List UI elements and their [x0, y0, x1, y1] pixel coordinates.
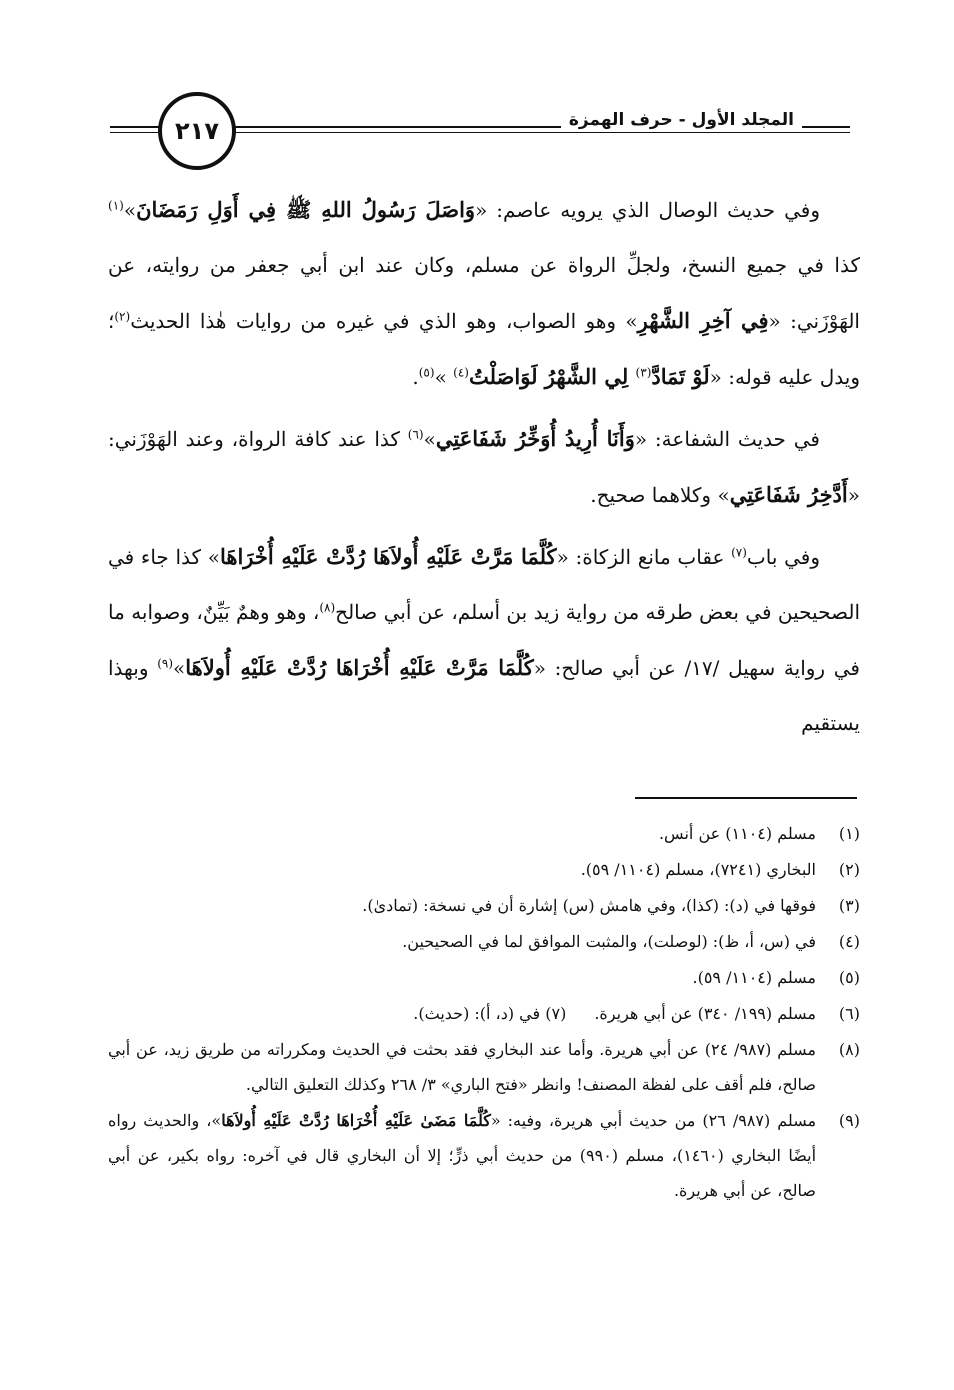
footnote-text	[108, 1032, 816, 1102]
page-number-badge	[158, 92, 236, 170]
footnote-number: (٢)	[838, 860, 860, 879]
paragraph	[108, 182, 860, 405]
footnote-marker: (٣)	[635, 365, 652, 380]
main-text	[108, 182, 860, 751]
text-run: مسلم (١١٠٤/ ٥٩).	[692, 968, 816, 987]
footnote-marker: (٥)	[418, 365, 435, 380]
text-run: وبهذا يستقيم	[108, 656, 860, 735]
footnote-number: (٩)	[838, 1111, 860, 1130]
hadith-quote: أَدَّخِرُ شَفَاعَتِي	[729, 482, 848, 507]
page-number: ٢١٧	[175, 117, 219, 145]
footnote-marker: (٩)	[157, 656, 174, 671]
footnote-item	[108, 888, 860, 924]
footnote-marker: (٧)	[731, 545, 747, 560]
text-run: مسلم (٩٨٧/ ٢٤) عن أبي هريرة. وأما عند البخاري فقد بحثت في الحديث ومكرراته من طريق زيد، عن أبي صالح، فلم أقف على لفظة المصنف! وانظر «فتح الباري» ٣/ ٢٦٨ وكذلك التعليق التالي.	[108, 1040, 817, 1094]
footnote-number: (٣)	[838, 896, 860, 915]
footnote-text	[108, 960, 816, 995]
text-run: »	[423, 427, 436, 451]
footnote-number: (٤)	[838, 932, 860, 951]
footnote-marker: (٨)	[319, 600, 336, 615]
hadith-quote: وَاصَلَ رَسُولُ اللهِ ﷺ فِي أَوَلِ رَمَضَانَ	[136, 197, 476, 222]
text-run: في حديث الشفاعة: «	[634, 427, 820, 451]
hadith-quote: وَأَنَا أُرِيدُ أُوَخِّرُ شَفَاعَتِي	[435, 426, 635, 451]
footnote-number: (٧)	[545, 1004, 567, 1023]
text-run: ، وهو وهمٌ بَيِّنٌ، وصوابه ما في رواية سهيل /١٧/ عن أبي صالح: «	[108, 600, 860, 680]
paragraph	[108, 529, 860, 751]
footnote-text	[108, 924, 816, 959]
text-run: » وكلاهما صحيح.	[590, 483, 730, 507]
hadith-quote: لَوْ تَمَادَّ	[651, 364, 710, 389]
footnote-marker: (٤)	[453, 365, 469, 380]
hadith-quote: لِي الشَّهْرُ لَوَاصَلْتُ	[468, 364, 636, 389]
footnote-marker: (٦)	[407, 427, 424, 442]
text-run: ؛ ويدل عليه قوله: «	[108, 309, 860, 389]
footnote-marker: (١)	[108, 198, 124, 213]
footnotes	[108, 816, 860, 1209]
text-run: كذا عند كافة الرواة، وعند الهَوْزَني: «	[108, 427, 860, 507]
footnote-text	[108, 816, 816, 851]
text-run: مسلم (١٩٩/ ٣٤٠) عن أبي هريرة.	[594, 1004, 816, 1023]
footnote-marker: (٢)	[114, 309, 131, 324]
text-run: »	[434, 365, 454, 389]
footnote-text	[108, 888, 816, 923]
footnote-number: (١)	[838, 824, 860, 843]
hadith-quote: كُلَّمَا مَرَّتْ عَلَيْهِ أُخْرَاهَا رُدَّتْ عَلَيْهِ أُولاَهَا	[185, 655, 534, 680]
text-run: مسلم (١١٠٤) عن أنس.	[658, 824, 816, 843]
text-run: البخاري (٧٢٤١)، مسلم (١١٠٤/ ٥٩).	[580, 860, 816, 879]
text-run: » وهو الصواب، وهو الذي في غيره من روايات هٰذا الحديث	[130, 309, 638, 333]
footnote-item	[108, 996, 860, 1032]
footnote-number: (٥)	[838, 968, 860, 987]
footnote-item	[108, 1103, 860, 1209]
text-run: »، والحديث رواه أيضًا البخاري (١٤٦٠)، مسلم (٩٩٠) من حديث أبي ذرٍّ؛ إلا أن البخاري قال في آخره: رواه بكير، عن أبي صالح، عن أبي هريرة.	[108, 1111, 817, 1200]
hadith-quote: كُلَّمَا مَرَّتْ عَلَيْهِ أُولاَهَا رُدَّتْ عَلَيْهِ أُخْرَاهَا	[220, 544, 557, 569]
footnote-text	[108, 852, 816, 887]
hadith-quote: فِي آخِرِ الشَّهْرِ	[637, 308, 769, 333]
hadith-quote: كُلَّمَا مَضَىٰ عَلَيْهِ أُخْرَاهَا رُدَّتْ عَلَيْهِ أُولاَهَا	[221, 1111, 491, 1130]
text-run: فوقها في (د): (كذا)، وفي هامش (س) إشارة أن في نسخة: (تمادىٰ).	[362, 896, 816, 915]
footnote-text	[108, 1103, 816, 1208]
text-run: كذا في جميع النسخ، ولجلِّ الرواة عن مسلم، وكان عند ابن أبي جعفر من روايته، عن الهَوْزَني: «	[108, 253, 860, 333]
text-run: .	[412, 365, 419, 389]
text-run: وفي حديث الوصال الذي يرويه عاصم: «	[475, 198, 820, 222]
text-run: »	[173, 656, 186, 680]
footnote-number: (٦)	[838, 1004, 860, 1023]
footnote-separator	[635, 797, 857, 799]
footnote-item	[108, 816, 860, 852]
footnote-item	[108, 852, 860, 888]
text-run: مسلم (٩٨٧/ ٢٦) من حديث أبي هريرة، وفيه: «	[490, 1111, 817, 1130]
text-run: وفي باب	[746, 545, 820, 569]
footnote-item	[108, 1032, 860, 1103]
paragraph	[108, 411, 860, 523]
footnote-text	[108, 996, 816, 1031]
text-run: عقاب مانع الزكاة: «	[556, 545, 732, 569]
footnote-item	[108, 960, 860, 996]
text-run: في (س، أ، ظ): (لوصلت)، والمثبت الموافق لما في الصحيحين.	[402, 932, 816, 951]
footnote-text-inline: في (د، أ): (حديث).	[413, 1004, 541, 1023]
footnote-number: (٨)	[838, 1040, 860, 1059]
footnote-item	[108, 924, 860, 960]
page-header	[110, 92, 850, 172]
running-title: المجلد الأول - حرف الهمزة	[561, 110, 802, 130]
text-run: » كذا جاء في الصحيحين في بعض طرقه من رواية زيد بن أسلم، عن أبي صالح	[108, 545, 860, 624]
text-run: »	[123, 198, 137, 222]
